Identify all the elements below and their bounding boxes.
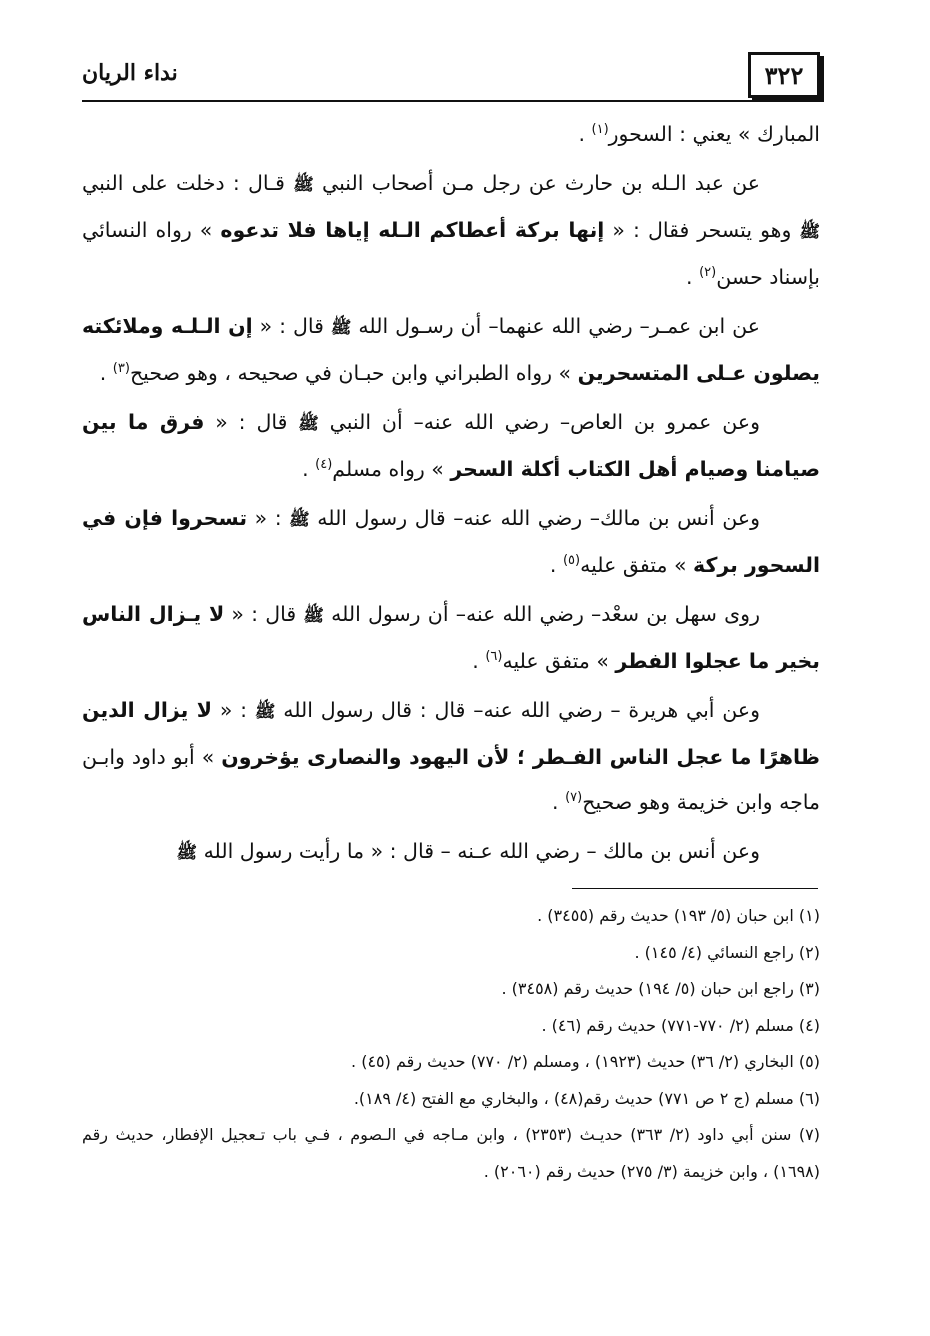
main-text bbox=[82, 112, 820, 880]
paragraph-text: » رواه الطبراني وابن حبـان في صحيحه ، وهو صحيح bbox=[129, 361, 578, 385]
hadith-quote: إنها بركة أعطاكم الـله إياها فلا تدعوه bbox=[220, 218, 605, 242]
paragraph-1 bbox=[82, 112, 820, 157]
paragraph-text: وعن أنس بن مالك– رضي الله عنه– قال رسول الله bbox=[309, 506, 760, 530]
paragraph-text: : « bbox=[212, 698, 255, 722]
paragraph-6 bbox=[82, 592, 820, 684]
footnote-7: (٧) سنن أبي داود (٢/ ٣٦٣) حديـث (٢٣٥٣) ، وابن مـاجه في الـصوم ، فـي باب تـعجيل الإفطار، حديث رقم (١٦٩٨) ، وابن خزيمة (٣/ ٢٧٥) حديث رقم (٢٠٦٠) . bbox=[82, 1125, 821, 1181]
paragraph-text: . bbox=[302, 457, 316, 481]
paragraph-text: . bbox=[99, 361, 113, 385]
footnote-marker: (٧) bbox=[565, 790, 583, 806]
footnote-4: (٤) مسلم (٢/ ٧٧٠-٧٧١) حديث رقم (٤٦) . bbox=[541, 1015, 820, 1035]
header-divider bbox=[82, 100, 820, 102]
paragraph-text: » رواه مسلم bbox=[332, 457, 451, 481]
pbuh-ligature: ﷺ bbox=[799, 222, 820, 242]
paragraph-4 bbox=[82, 400, 820, 492]
pbuh-ligature: ﷺ bbox=[293, 175, 314, 195]
footnote-marker: (٢) bbox=[699, 265, 717, 281]
footnote-3: (٣) راجع ابن حبان (٥/ ١٩٤) حديث رقم (٣٤٥٨) . bbox=[501, 979, 820, 998]
paragraph-2 bbox=[82, 161, 820, 300]
pbuh-ligature: ﷺ bbox=[330, 318, 352, 338]
pbuh-ligature: ﷺ bbox=[176, 843, 198, 863]
paragraph-8 bbox=[82, 829, 820, 876]
paragraph-text: » متفق عليه bbox=[580, 553, 694, 577]
paragraph-text: عن ابن عمـر– رضي الله عنهما– أن رسـول الله bbox=[351, 314, 760, 338]
footnote-divider bbox=[572, 888, 818, 889]
footnote-marker: (٣) bbox=[112, 361, 130, 377]
hadith-quote: تسحروا فإن في السحور بركة bbox=[82, 506, 820, 577]
footnote-marker: (٦) bbox=[485, 649, 503, 665]
paragraph-text: » متفق عليه bbox=[502, 649, 616, 673]
paragraph-text: وعن عمرو بن العاص– رضي الله عنه– أن النبي bbox=[318, 410, 760, 434]
footnote-2: (٢) راجع النسائي (٤/ ١٤٥) . bbox=[634, 942, 820, 962]
pbuh-ligature: ﷺ bbox=[303, 606, 324, 626]
paragraph-text: قال : « bbox=[224, 602, 304, 626]
page-header bbox=[82, 52, 820, 104]
paragraph-text: وعن أنس بن مالك – رضي الله عـنه – قال : « ما رأيت رسول الله bbox=[197, 839, 760, 863]
paragraph-text: روى سهل بن سعْد– رضي الله عنه– أن رسول الله bbox=[323, 602, 760, 626]
paragraph-text: قال : « bbox=[204, 410, 299, 434]
paragraph-text: قال : « bbox=[252, 314, 331, 338]
paragraph-text: . bbox=[549, 553, 563, 577]
paragraph-text: » أبو داود وابـن ماجه وابن خزيمة وهو صحيح bbox=[82, 745, 820, 814]
footnotes bbox=[82, 898, 820, 1190]
paragraph-text: . bbox=[472, 649, 486, 673]
footnote-1: (١) ابن حبان (٥/ ١٩٣) حديث رقم (٣٤٥٥) . bbox=[537, 906, 820, 925]
footnote-5: (٥) البخاري (٢/ ٣٦) حديث (١٩٢٣) ، ومسلم (٢/ ٧٧٠) حديث رقم (٤٥) . bbox=[351, 1052, 820, 1071]
paragraph-text: عن عبد الـله بن حارث عن رجل مـن أصحاب النبي bbox=[313, 171, 760, 195]
hadith-quote: إن الـلـه وملائكته يصلون عـلى المتسحرين bbox=[82, 314, 820, 385]
paragraph-text: . bbox=[552, 790, 566, 814]
footnote-6: (٦) مسلم (ج ٢ ص ٧٧١) حديث رقم(٤٨) ، والبخاري مع الفتح (٤/ ١٨٩). bbox=[353, 1088, 820, 1108]
hadith-quote: لا يـزال الناس بخير ما عجلوا الفطر bbox=[82, 602, 820, 673]
pbuh-ligature: ﷺ bbox=[289, 510, 310, 530]
paragraph-text: وعن أبي هريرة – رضي الله عنه– قال : قال رسول الله bbox=[275, 698, 761, 722]
paragraph-3 bbox=[82, 304, 820, 396]
paragraph-5 bbox=[82, 496, 820, 588]
paragraph-text: : « bbox=[247, 506, 290, 530]
paragraph-text: وهو يتسحر فقال : « bbox=[604, 218, 800, 242]
book-title: نداء الريان bbox=[82, 60, 178, 86]
paragraph-text: . bbox=[578, 122, 592, 146]
paragraph-text: قـال : دخلت على النبي bbox=[82, 171, 294, 195]
footnote-marker: (٤) bbox=[315, 457, 333, 473]
hadith-quote: لا يزال الدين ظاهرًا ما عجل الناس الفـطر ؛ لأن اليهود والنصارى يؤخرون bbox=[82, 698, 820, 769]
paragraph-text: المبارك » يعني : السحور bbox=[608, 122, 820, 146]
paragraph-7 bbox=[82, 688, 820, 825]
paragraph-text: » رواه النسائي بإسناد حسن bbox=[82, 218, 820, 289]
page-number: ٣٢٢ bbox=[748, 52, 820, 98]
hadith-quote: فرق ما بين صيامنا وصيام أهل الكتاب أكلة السحر bbox=[82, 410, 820, 481]
footnote-marker: (٥) bbox=[562, 553, 581, 569]
paragraph-text: . bbox=[686, 265, 700, 289]
pbuh-ligature: ﷺ bbox=[298, 414, 319, 434]
footnote-marker: (١) bbox=[591, 122, 609, 138]
pbuh-ligature: ﷺ bbox=[254, 702, 276, 722]
